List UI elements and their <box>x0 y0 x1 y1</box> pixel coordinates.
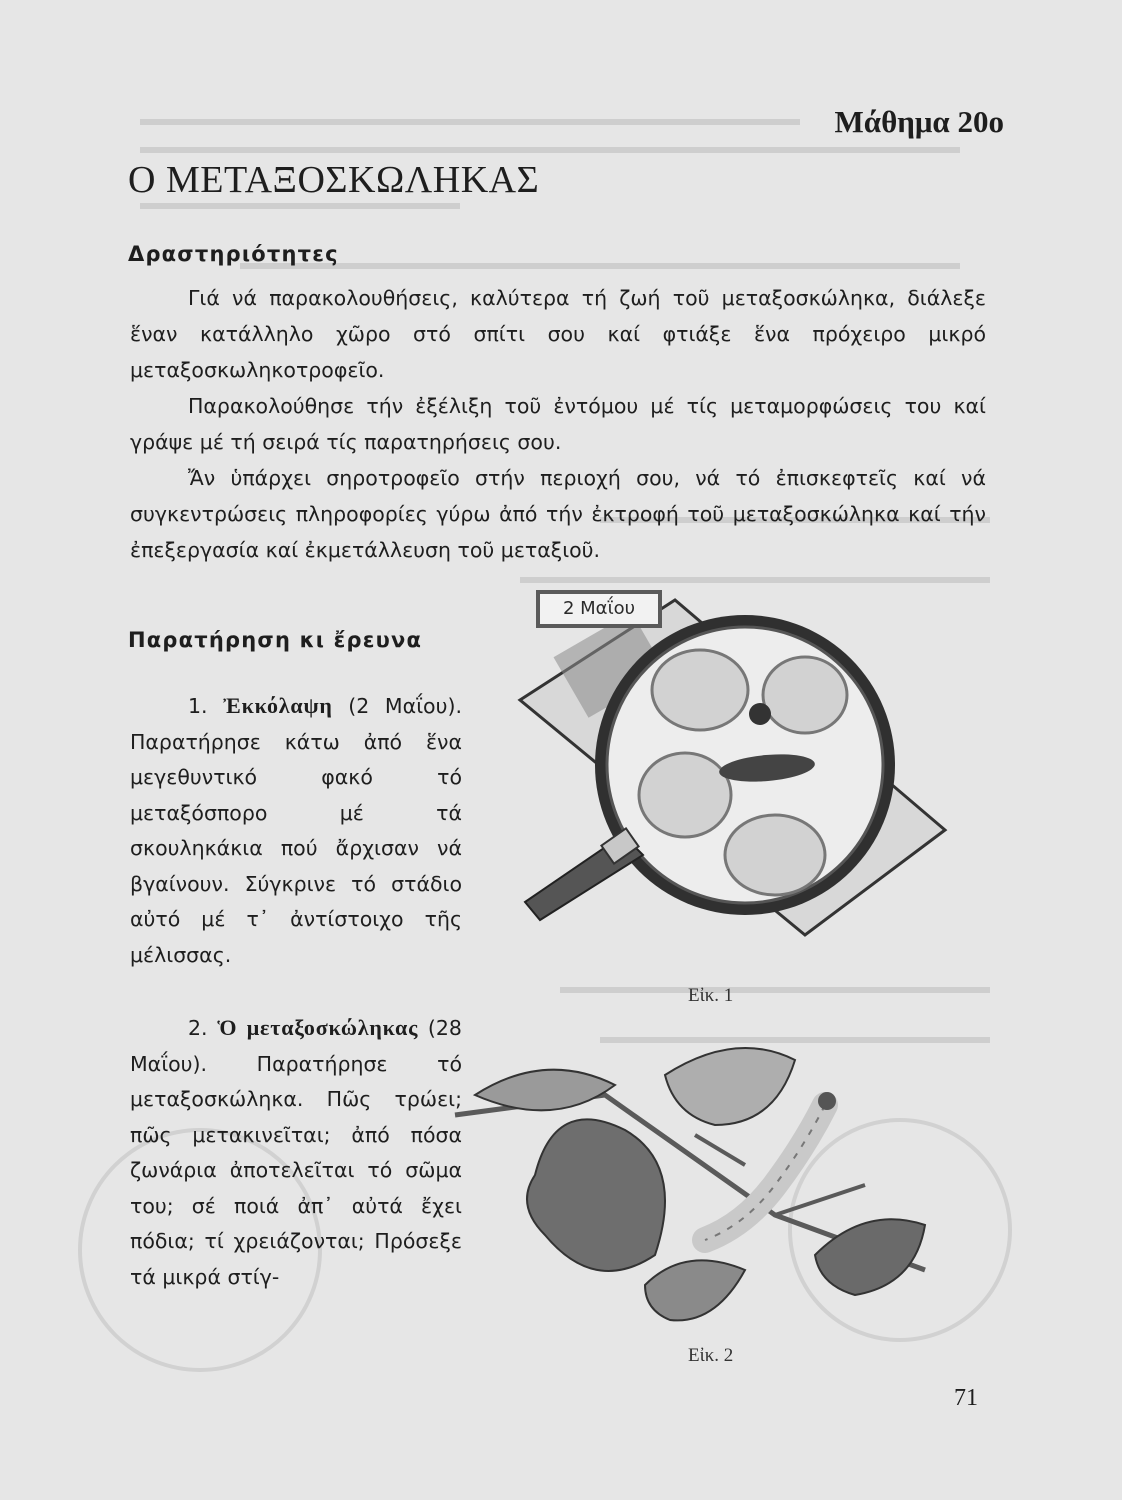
magnifier-handle <box>525 828 643 920</box>
lesson-number: Μάθημα 20ο <box>834 104 1004 139</box>
page-number: 71 <box>954 1385 978 1411</box>
item-text: (2 Μαΐου). Παρατήρησε κάτω ἀπό ἕνα μεγεθυντικό φακό τό μεταξόσπορο μέ τά σκουληκάκια πού ἄρχισαν νά βγαίνουν. Σύγκρινε τό στάδιο αὐτό μέ τ᾽ ἀντίστοιχο τῆς μέλισσας. <box>130 694 462 967</box>
research-heading: Παρατήρηση κι ἔρευνα <box>128 628 423 652</box>
activities-paragraph: Ἄν ὑπάρχει σηροτροφεῖο στήν περιοχή σου, νά τό ἐπισκεφτεῖς καί νά συγκεντρώσεις πληροφορίες γύρω ἀπό τήν ἐκτροφή τοῦ μεταξοσκώληκα καί τήν ἐπεξεργασία καί ἐκμετάλλευση τοῦ μεταξιοῦ. <box>130 466 986 562</box>
item-term: Ὁ μεταξοσκώληκας <box>217 1015 419 1040</box>
item-text: (28 Μαΐου). Παρατήρησε τό μεταξοσκώληκα. Πῶς τρώει; πῶς μετακινεῖται; ἀπό πόσα ζωνάρια ἀποτελεῖται τό σῶμα του; σέ ποιά ἀπ᾽ αὐτά ἔχει πόδια; τί χρειάζονται; Πρόσεξε τά μικρά στίγ- <box>130 1016 462 1289</box>
observation-item-2 <box>130 1010 462 1295</box>
item-term: Ἐκκόλαψη <box>223 693 333 718</box>
activities-text <box>130 280 986 568</box>
figure-1-caption: Εἰκ. 1 <box>688 985 734 1006</box>
activities-paragraph: Γιά νά παρακολουθήσεις, καλύτερα τή ζωή τοῦ μεταξοσκώληκα, διάλεξε ἕναν κατάλληλο χῶρο στό σπίτι σου καί φτιάξε ἕνα πρόχειρο μικρό μεταξοσκωληκοτροφεῖο. <box>130 286 986 382</box>
mulberry-leaves <box>475 1048 925 1320</box>
item-number: 1. <box>188 694 208 718</box>
figure-1-date-label: 2 Μαΐου <box>536 590 662 628</box>
figure-2-silkworm-illustration <box>445 1035 945 1335</box>
figure-1-magnifier-illustration <box>515 590 965 990</box>
item-number: 2. <box>188 1016 208 1040</box>
activities-heading: Δραστηριότητες <box>128 242 339 266</box>
activities-paragraph: Παρακολούθησε τήν ἐξέλιξη τοῦ ἐντόμου μέ τίς μεταμορφώσεις του καί γράψε μέ τή σειρά τίς παρατηρήσεις σου. <box>130 394 986 454</box>
figure-2-caption: Εἰκ. 2 <box>688 1345 734 1366</box>
observation-item-1 <box>130 688 462 973</box>
page-title: Ο ΜΕΤΑΞΟΣΚΩΛΗΚΑΣ <box>128 159 540 201</box>
